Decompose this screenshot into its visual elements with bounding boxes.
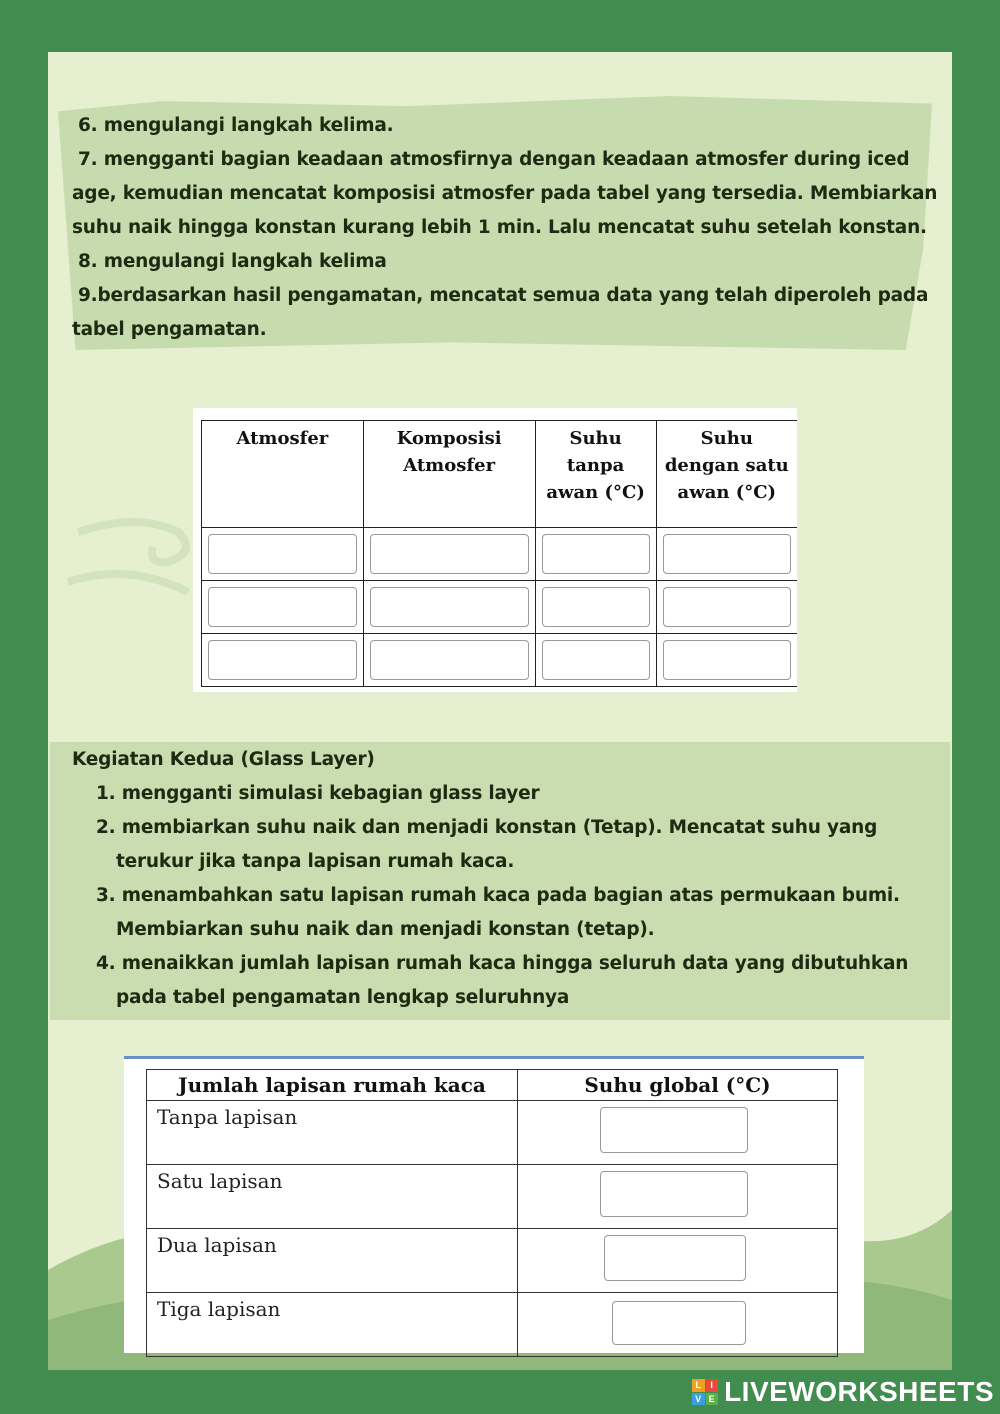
suhu-dengan-awan-input-2[interactable] [663, 587, 791, 627]
step-6: 6. mengulangi langkah kelima. [78, 115, 394, 136]
step-7-line2: age, kemudian mencatat komposisi atmosfer pada tabel yang tersedia. Membiarkan [72, 183, 938, 204]
atmosfer-input-2[interactable] [208, 587, 357, 627]
section2-step-3: 3. menambahkan satu lapisan rumah kaca pada bagian atas permukaan bumi. [96, 885, 900, 906]
section2-step-4-line2: pada tabel pengamatan lengkap seluruhnya [116, 987, 570, 1008]
suhu-global-input-1[interactable] [600, 1107, 748, 1153]
suhu-global-input-4[interactable] [612, 1301, 746, 1345]
suhu-tanpa-awan-input-3[interactable] [542, 640, 650, 680]
section2-step-4: 4. menaikkan jumlah lapisan rumah kaca hingga seluruh data yang dibutuhkan [96, 953, 909, 974]
step-7: 7. mengganti bagian keadaan atmosfirnya dengan keadaan atmosfer during iced [78, 149, 910, 170]
row-label: Tiga lapisan [147, 1293, 518, 1357]
col-atmosfer: Atmosfer [202, 421, 364, 528]
col-suhu-dengan-awan: Suhu dengan satu awan (°C) [656, 421, 797, 528]
section2-step-2: 2. membiarkan suhu naik dan menjadi konstan (Tetap). Mencatat suhu yang [96, 817, 878, 838]
liveworksheets-brand[interactable] [692, 1374, 994, 1410]
table-row [147, 1101, 838, 1165]
glass-layer-table-card [124, 1056, 864, 1353]
atmosphere-table-card [193, 408, 797, 692]
section2-step-1: 1. mengganti simulasi kebagian glass layer [96, 783, 540, 804]
step-7-line3: suhu naik hingga konstan kurang lebih 1 min. Lalu mencatat suhu setelah konstan. [72, 217, 927, 238]
step-8: 8. mengulangi langkah kelima [78, 251, 387, 272]
atmosfer-input-1[interactable] [208, 534, 357, 574]
row-label: Tanpa lapisan [147, 1101, 518, 1165]
section2-step-2-line2: terukur jika tanpa lapisan rumah kaca. [116, 851, 515, 872]
suhu-global-input-3[interactable] [604, 1235, 746, 1281]
row-label: Satu lapisan [147, 1165, 518, 1229]
liveworksheets-logo-icon: L I V E [692, 1379, 718, 1405]
komposisi-input-3[interactable] [370, 640, 529, 680]
atmosfer-input-3[interactable] [208, 640, 357, 680]
table-row [202, 528, 798, 581]
step-9: 9.berdasarkan hasil pengamatan, mencatat semua data yang telah diperoleh pada [78, 285, 929, 306]
col-suhu-tanpa-awan: Suhu tanpa awan (°C) [535, 421, 656, 528]
table-row [202, 634, 798, 687]
section2-title: Kegiatan Kedua (Glass Layer) [72, 749, 375, 770]
swirl-decoration [58, 492, 208, 622]
suhu-tanpa-awan-input-2[interactable] [542, 587, 650, 627]
suhu-dengan-awan-input-1[interactable] [663, 534, 791, 574]
brand-text: LIVEWORKSHEETS [724, 1376, 994, 1407]
atmosphere-table [201, 420, 797, 687]
suhu-tanpa-awan-input-1[interactable] [542, 534, 650, 574]
komposisi-input-2[interactable] [370, 587, 529, 627]
table-row [147, 1293, 838, 1357]
row-label: Dua lapisan [147, 1229, 518, 1293]
suhu-global-input-2[interactable] [600, 1171, 748, 1217]
table-row [202, 581, 798, 634]
col-jumlah-lapisan: Jumlah lapisan rumah kaca [147, 1070, 518, 1101]
glass-layer-table [146, 1069, 838, 1357]
komposisi-input-1[interactable] [370, 534, 529, 574]
table-row [147, 1165, 838, 1229]
suhu-dengan-awan-input-3[interactable] [663, 640, 791, 680]
section2-step-3-line2: Membiarkan suhu naik dan menjadi konstan (tetap). [116, 919, 655, 940]
col-suhu-global: Suhu global (°C) [518, 1070, 838, 1101]
col-komposisi: Komposisi Atmosfer [363, 421, 535, 528]
step-9-line2: tabel pengamatan. [72, 319, 267, 340]
table-row [147, 1229, 838, 1293]
